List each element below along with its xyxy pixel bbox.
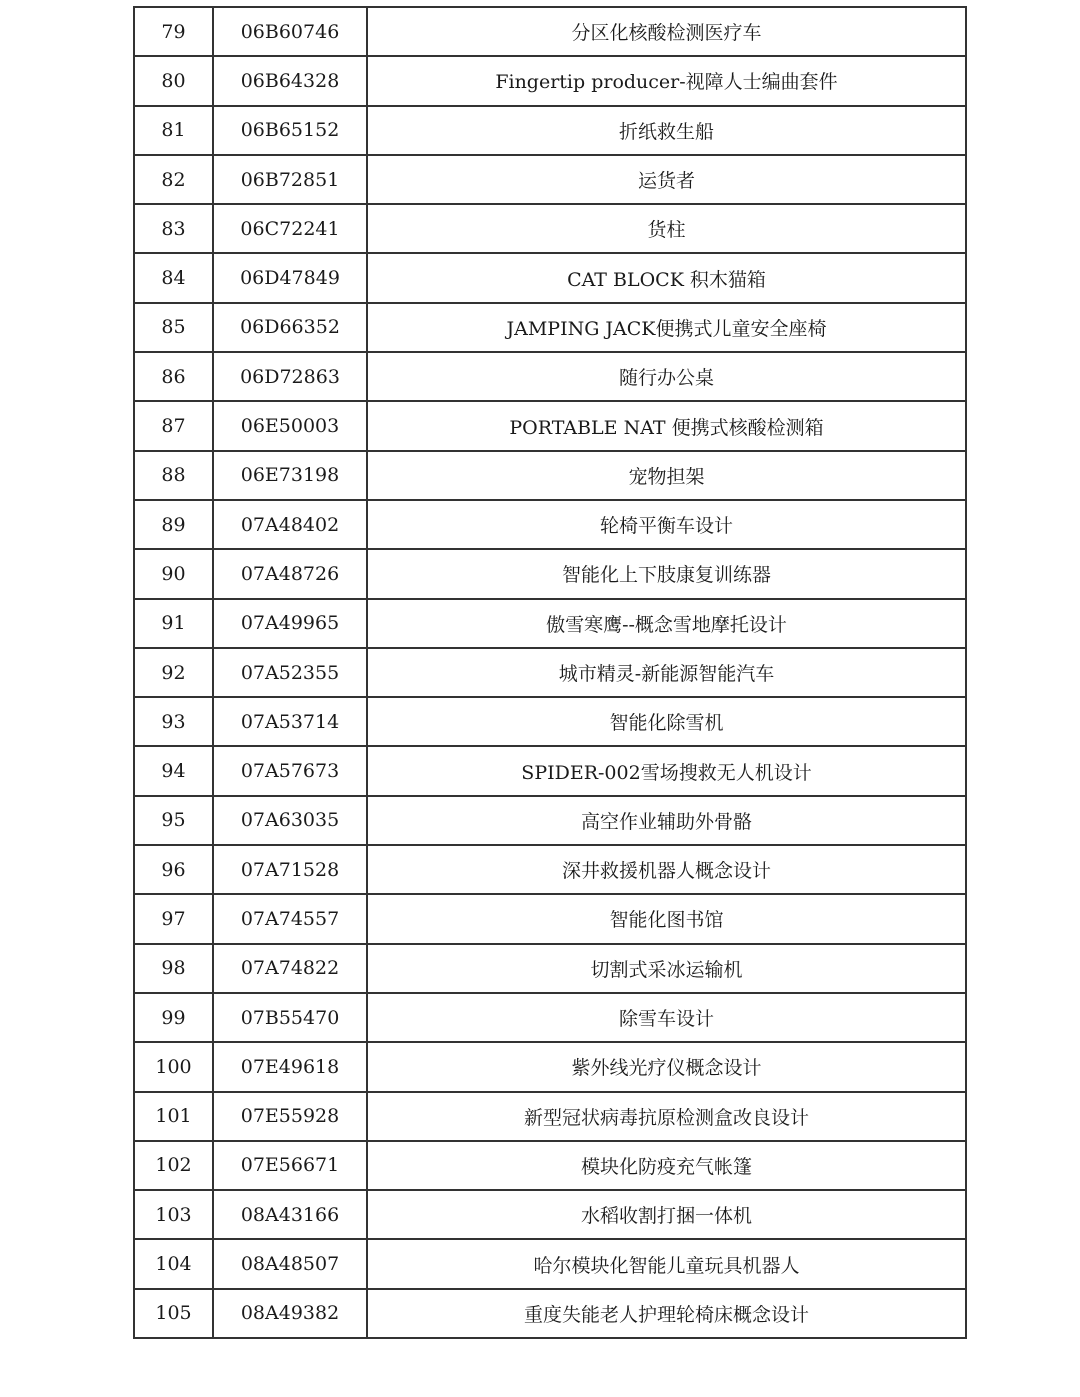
entry-code-cell: 07A71528 [213, 845, 367, 894]
table-row [134, 648, 966, 697]
row-number-cell: 90 [134, 549, 213, 598]
entry-code-cell: 06B60746 [213, 7, 367, 56]
table-row [134, 7, 966, 56]
project-name-cell: 水稻收割打捆一体机 [367, 1190, 966, 1239]
project-name-cell: 新型冠状病毒抗原检测盒改良设计 [367, 1092, 966, 1141]
table-row [134, 1190, 966, 1239]
table-row [134, 697, 966, 746]
entry-code-cell: 08A48507 [213, 1239, 367, 1288]
row-number-cell: 105 [134, 1289, 213, 1338]
entry-code-cell: 06B65152 [213, 106, 367, 155]
project-name-cell: 傲雪寒鹰--概念雪地摩托设计 [367, 599, 966, 648]
project-name-cell: 智能化图书馆 [367, 894, 966, 943]
table-row [134, 56, 966, 105]
entry-code-cell: 07A74822 [213, 944, 367, 993]
entry-code-cell: 07E49618 [213, 1042, 367, 1091]
table-row [134, 451, 966, 500]
row-number-cell: 87 [134, 401, 213, 450]
table-row [134, 796, 966, 845]
project-name-cell: 哈尔模块化智能儿童玩具机器人 [367, 1239, 966, 1288]
table-row [134, 1239, 966, 1288]
row-number-cell: 99 [134, 993, 213, 1042]
entry-code-cell: 06C72241 [213, 204, 367, 253]
results-table [133, 6, 967, 1339]
table-row [134, 549, 966, 598]
table-row [134, 1092, 966, 1141]
row-number-cell: 102 [134, 1141, 213, 1190]
table-row [134, 106, 966, 155]
entry-code-cell: 06E73198 [213, 451, 367, 500]
entry-code-cell: 06D72863 [213, 352, 367, 401]
entry-code-cell: 07A57673 [213, 746, 367, 795]
entry-code-cell: 07A74557 [213, 894, 367, 943]
entry-code-cell: 08A43166 [213, 1190, 367, 1239]
row-number-cell: 98 [134, 944, 213, 993]
table-row [134, 845, 966, 894]
table-row [134, 500, 966, 549]
table-row [134, 746, 966, 795]
table-row [134, 303, 966, 352]
entry-code-cell: 07E55928 [213, 1092, 367, 1141]
row-number-cell: 80 [134, 56, 213, 105]
project-name-cell: 除雪车设计 [367, 993, 966, 1042]
project-name-cell: SPIDER-002雪场搜救无人机设计 [367, 746, 966, 795]
row-number-cell: 89 [134, 500, 213, 549]
row-number-cell: 83 [134, 204, 213, 253]
results-table-body [134, 7, 966, 1338]
row-number-cell: 86 [134, 352, 213, 401]
entry-code-cell: 07A48726 [213, 549, 367, 598]
row-number-cell: 85 [134, 303, 213, 352]
entry-code-cell: 06E50003 [213, 401, 367, 450]
entry-code-cell: 06B64328 [213, 56, 367, 105]
results-table-container [133, 6, 965, 1339]
entry-code-cell: 07A53714 [213, 697, 367, 746]
entry-code-cell: 06D66352 [213, 303, 367, 352]
project-name-cell: 智能化上下肢康复训练器 [367, 549, 966, 598]
project-name-cell: 重度失能老人护理轮椅床概念设计 [367, 1289, 966, 1338]
project-name-cell: 轮椅平衡车设计 [367, 500, 966, 549]
project-name-cell: PORTABLE NAT 便携式核酸检测箱 [367, 401, 966, 450]
project-name-cell: 运货者 [367, 155, 966, 204]
entry-code-cell: 07A52355 [213, 648, 367, 697]
row-number-cell: 101 [134, 1092, 213, 1141]
project-name-cell: 高空作业辅助外骨骼 [367, 796, 966, 845]
table-row [134, 1042, 966, 1091]
row-number-cell: 88 [134, 451, 213, 500]
row-number-cell: 82 [134, 155, 213, 204]
project-name-cell: 随行办公桌 [367, 352, 966, 401]
table-row [134, 352, 966, 401]
row-number-cell: 95 [134, 796, 213, 845]
project-name-cell: Fingertip producer-视障人士编曲套件 [367, 56, 966, 105]
entry-code-cell: 07A48402 [213, 500, 367, 549]
row-number-cell: 94 [134, 746, 213, 795]
entry-code-cell: 06B72851 [213, 155, 367, 204]
project-name-cell: 深井救援机器人概念设计 [367, 845, 966, 894]
table-row [134, 1141, 966, 1190]
project-name-cell: 智能化除雪机 [367, 697, 966, 746]
row-number-cell: 79 [134, 7, 213, 56]
project-name-cell: 宠物担架 [367, 451, 966, 500]
row-number-cell: 92 [134, 648, 213, 697]
table-row [134, 204, 966, 253]
table-row [134, 944, 966, 993]
entry-code-cell: 07A63035 [213, 796, 367, 845]
table-row [134, 599, 966, 648]
project-name-cell: 货柱 [367, 204, 966, 253]
entry-code-cell: 07B55470 [213, 993, 367, 1042]
entry-code-cell: 08A49382 [213, 1289, 367, 1338]
table-row [134, 894, 966, 943]
project-name-cell: 切割式采冰运输机 [367, 944, 966, 993]
row-number-cell: 104 [134, 1239, 213, 1288]
project-name-cell: 城市精灵-新能源智能汽车 [367, 648, 966, 697]
row-number-cell: 81 [134, 106, 213, 155]
table-row [134, 1289, 966, 1338]
project-name-cell: CAT BLOCK 积木猫箱 [367, 253, 966, 302]
row-number-cell: 91 [134, 599, 213, 648]
table-row [134, 401, 966, 450]
project-name-cell: JAMPING JACK便携式儿童安全座椅 [367, 303, 966, 352]
row-number-cell: 84 [134, 253, 213, 302]
table-row [134, 993, 966, 1042]
project-name-cell: 紫外线光疗仪概念设计 [367, 1042, 966, 1091]
entry-code-cell: 06D47849 [213, 253, 367, 302]
project-name-cell: 模块化防疫充气帐篷 [367, 1141, 966, 1190]
row-number-cell: 100 [134, 1042, 213, 1091]
table-row [134, 253, 966, 302]
entry-code-cell: 07A49965 [213, 599, 367, 648]
project-name-cell: 折纸救生船 [367, 106, 966, 155]
entry-code-cell: 07E56671 [213, 1141, 367, 1190]
table-row [134, 155, 966, 204]
row-number-cell: 103 [134, 1190, 213, 1239]
project-name-cell: 分区化核酸检测医疗车 [367, 7, 966, 56]
row-number-cell: 96 [134, 845, 213, 894]
row-number-cell: 93 [134, 697, 213, 746]
row-number-cell: 97 [134, 894, 213, 943]
